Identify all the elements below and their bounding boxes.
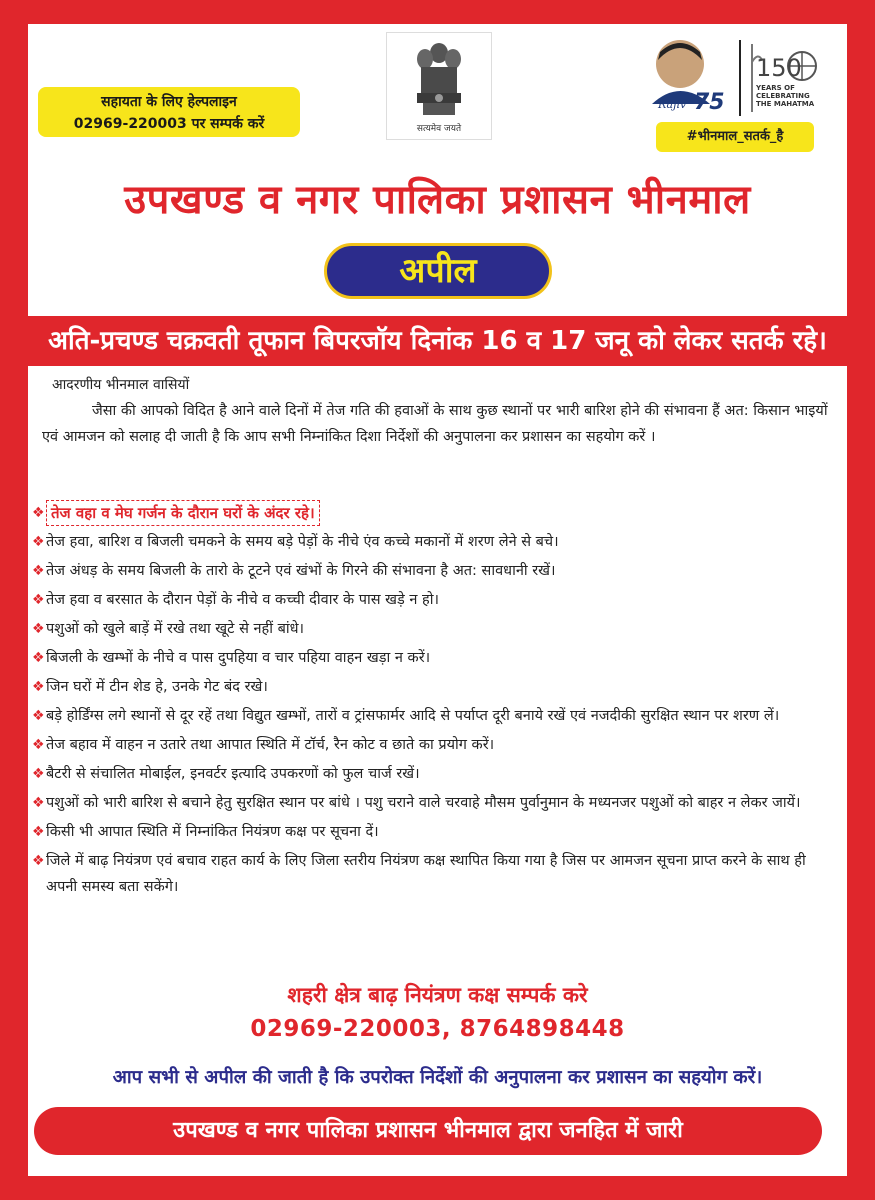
list-item-text: तेज हवा, बारिश व बिजली चमकने के समय बड़े पेड़ों के नीचे एंव कच्चे मकानों में शरण लेने से बचे।: [46, 534, 559, 550]
bullet-icon: ❖: [32, 534, 45, 550]
list-item-text: पशुओं को खुले बाड़ें में रखे तथा खूटे से नहीं बांधे।: [46, 621, 305, 637]
intro-text: जैसा की आपको विदित है आने वाले दिनों में तेज गति की हवाओं के साथ कुछ स्थानों पर भारी बारिश होने की संभावना हैं अत: किसान भाइयों एवं आमजन को सलाह दी जाती है कि आप सभी निम्नांकित दिशा निर्देशों की अनुपालना कर प्रशासन का सहयोग करें ।: [42, 403, 828, 445]
logo-number-75: 75: [694, 90, 725, 115]
list-item: [32, 674, 840, 700]
emblem-motto: सत्यमेव जयते: [416, 124, 462, 134]
logo-years-text: YEARS OF CELEBRATING THE MAHATMA: [756, 84, 815, 108]
notice-poster: [28, 24, 847, 1176]
list-item: [32, 558, 840, 584]
list-item-text: तेज बहाव में वाहन न उतारे तथा आपात स्थिति में टॉर्च, रैन कोट व छाते का प्रयोग करें।: [46, 737, 495, 753]
national-emblem-icon: [409, 39, 469, 119]
celebration-logo: [640, 32, 818, 130]
rajiv-text: Rajiv: [658, 98, 687, 111]
list-item: [32, 848, 840, 900]
national-emblem: [386, 32, 492, 140]
page-title: उपखण्ड व नगर पालिका प्रशासन भीनमाल: [124, 177, 751, 223]
control-room-title: शहरी क्षेत्र बाढ़ नियंत्रण कक्ष सम्पर्क करे: [287, 983, 588, 1007]
bullet-icon: ❖: [32, 505, 45, 521]
list-item-text: बैटरी से संचालित मोबाईल, इनवर्टर इत्यादि उपकरणों को फुल चार्ज रखें।: [46, 766, 420, 782]
bullet-icon: ❖: [32, 563, 45, 579]
list-item-text: किसी भी आपात स्थिति में निम्नांकित नियंत्रण कक्ष पर सूचना दें।: [46, 824, 379, 840]
intro-paragraph: [42, 398, 832, 450]
greeting: आदरणीय भीनमाल वासियों: [52, 377, 190, 393]
list-item-text: जिन घरों में टीन शेड हे, उनके गेट बंद रखे।: [46, 679, 268, 695]
bullet-icon: ❖: [32, 853, 45, 869]
cyclone-alert-banner: अति-प्रचण्ड चक्रवती तूफान बिपरजॉय दिनांक 16 व 17 जनू को लेकर सतर्क रहे।: [28, 316, 847, 366]
bullet-icon: ❖: [32, 795, 45, 811]
list-item-text: जिले में बाढ़ नियंत्रण एवं बचाव राहत कार्य के लिए जिला स्तरीय नियंत्रण कक्ष स्थापित किया गया है जिस पर आमजन सूचना प्राप्त करने के साथ ही अपनी समस्य बता सकेंगे।: [46, 853, 806, 895]
list-item: [32, 500, 840, 526]
helpline-line-1: सहायता के लिए हेल्पलाइन: [101, 94, 237, 110]
list-item-text: बड़े होर्डिंग्स लगे स्थानों से दूर रहें तथा विद्युत खम्भों, तारों व ट्रांसफार्मर आदि से पर्याप्त दूरी बनाये रखें एवं नजदीकी सुरक्षित स्थान पर शरण लें।: [46, 708, 780, 724]
list-item: [32, 732, 840, 758]
list-item: [32, 761, 840, 787]
bullet-icon: ❖: [32, 824, 45, 840]
bullet-icon: ❖: [32, 621, 45, 637]
bullet-icon: ❖: [32, 679, 45, 695]
list-item: [32, 587, 840, 613]
list-item: [32, 616, 840, 642]
bullet-icon: ❖: [32, 766, 45, 782]
list-item-text: तेज अंधड़ के समय बिजली के तारो के टूटने एवं खंभों के गिरने की संभावना है अत: सावधानी रखें।: [46, 563, 556, 579]
closing-appeal: आप सभी से अपील की जाती है कि उपरोक्त निर्देशों की अनुपालना कर प्रशासन का सहयोग करें।: [112, 1067, 763, 1088]
footer-banner: उपखण्ड व नगर पालिका प्रशासन भीनमाल द्वारा जनहित में जारी: [34, 1107, 822, 1155]
list-item-text: तेज वहा व मेघ गर्जन के दौरान घरों के अंदर रहे।: [46, 500, 320, 526]
list-item: [32, 529, 840, 555]
list-item: [32, 819, 840, 845]
bullet-icon: ❖: [32, 737, 45, 753]
list-item-text: पशुओं को भारी बारिश से बचाने हेतु सुरक्षित स्थान पर बांधे । पशु चराने वाले चरवाहे मौसम पुर्वानुमान के मध्यनजर पशुओं को बाहर न लेकर जायें।: [46, 795, 801, 811]
helpline-line-2: 02969-220003 पर सम्पर्क करें: [73, 116, 265, 132]
bullet-icon: ❖: [32, 592, 45, 608]
list-item: [32, 790, 840, 816]
control-room-phones: 02969-220003, 8764898448: [250, 1016, 625, 1042]
bullet-icon: ❖: [32, 650, 45, 666]
list-item: [32, 703, 840, 729]
list-item-text: बिजली के खम्भों के नीचे व पास दुपहिया व चार पहिया वाहन खड़ा न करें।: [46, 650, 431, 666]
logo-number-150: 150: [756, 54, 802, 82]
hashtag-badge: #भीनमाल_सतर्क_है: [656, 122, 814, 152]
guidelines-list: [32, 500, 840, 903]
list-item: [32, 645, 840, 671]
bullet-icon: ❖: [32, 708, 45, 724]
helpline-box: [38, 87, 300, 137]
list-item-text: तेज हवा व बरसात के दौरान पेड़ों के नीचे व कच्ची दीवार के पास खड़े न हो।: [46, 592, 439, 608]
appeal-badge: अपील: [324, 243, 552, 299]
